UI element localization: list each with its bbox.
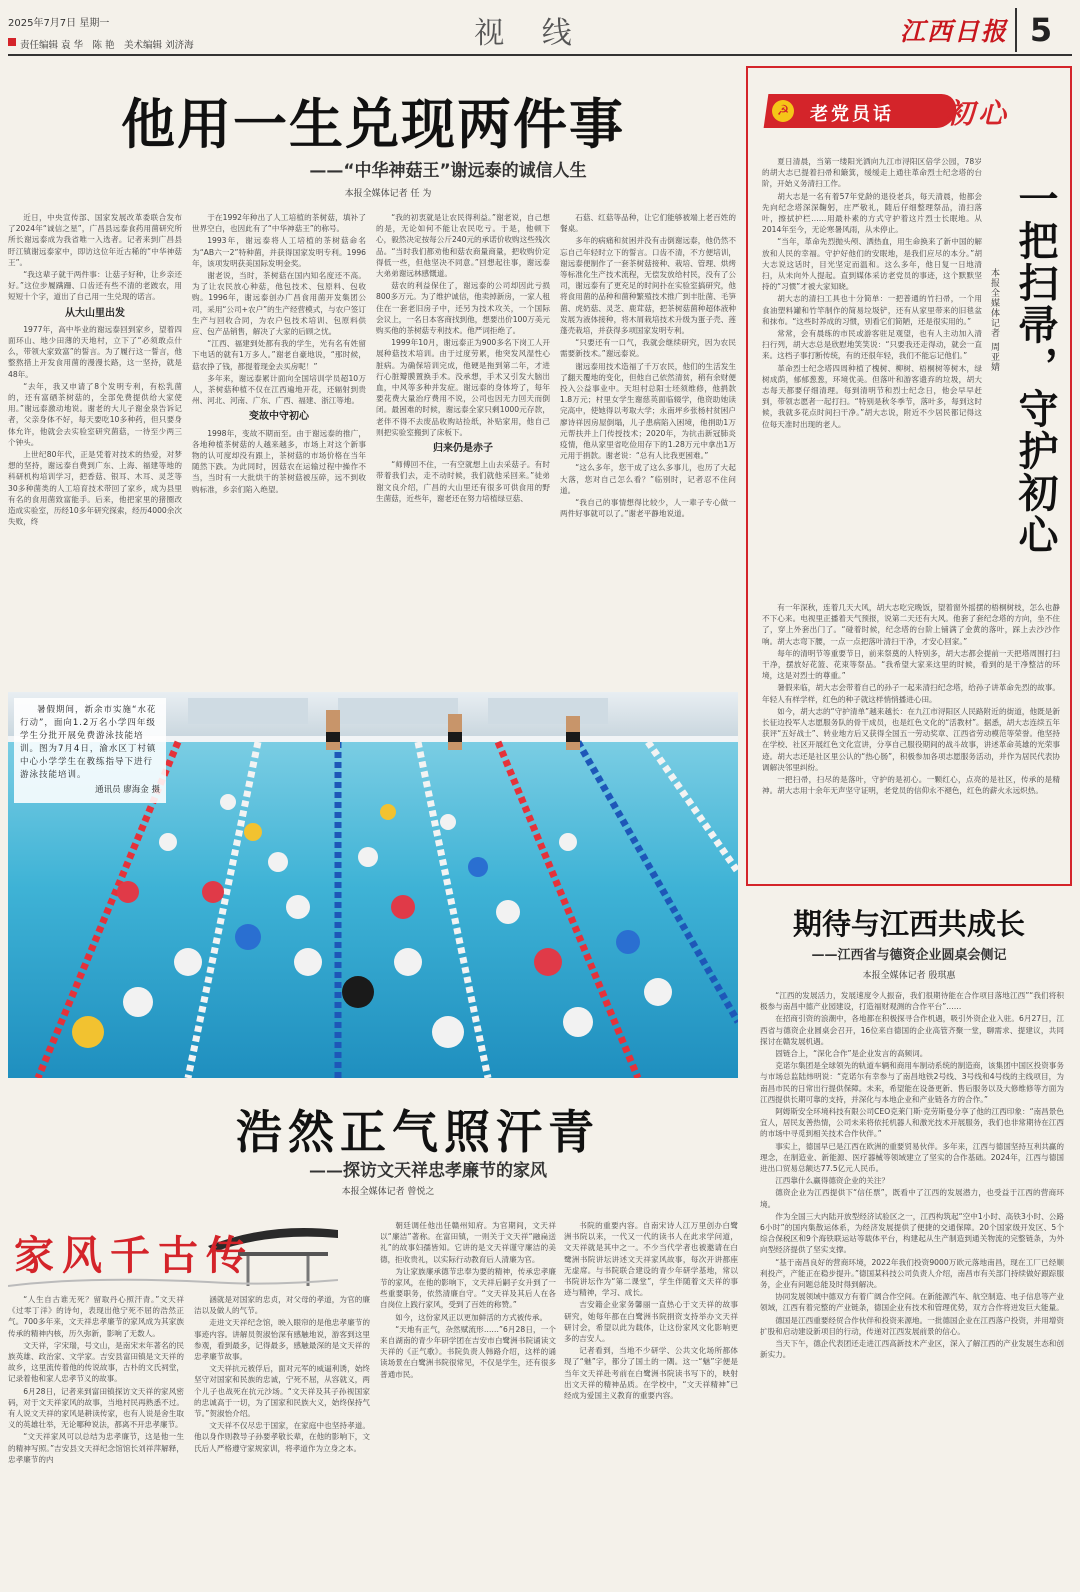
article-wen-tianxiang [8, 1088, 738, 1588]
article-title: 他用一生兑现两件事 [121, 93, 625, 156]
paragraph: “人生自古谁无死？留取丹心照汗青。”文天祥《过零丁洋》的诗句，表现出他宁死不屈的浩然正气。700多年来，文天祥忠孝廉节的家风成为其家族传承的精神内核，历久弥新，影响了无数人。 [8, 1295, 184, 1338]
paragraph: 文天祥抗元被俘后，面对元军的威逼利诱，始终坚守对国家和民族的忠诚，宁死不屈，从容就义，两个儿子也战死在抗元沙场。“文天祥及其子孙视国家的忠诚高于一切，为了国家和民族大义，始终保持气节。”贺淑怡介绍。 [194, 1364, 370, 1419]
paragraph: 胡大志是一名有着57年党龄的退役老兵，每天清晨，他都会先向纪念塔深深鞠躬，庄严敬礼，随后仔细整理祭品，清扫落叶，擦拭护栏……用最朴素的方式守护着这片烈士长眠地。从2014年至今，无论寒暑风雨，从未停止。 [762, 191, 982, 235]
article-old-party-member [746, 66, 1072, 886]
newspaper-logo: 江西日报 [900, 17, 1009, 46]
paragraph: 文天祥不仅尽忠于国家，在家庭中也坚持孝道。他以身作则教导子孙要孝敬长辈，在他的影响下，文氏后人严格遵守家规家训，将孝道作为立身之本。 [194, 1421, 370, 1453]
paragraph: 6月28日，记者来到富田镇探访文天祥的家风密码，对于文天祥家风的故事，当地村民再熟悉不过。有人说文天祥的家风是耕读传家，也有人说是舍生取义的英雄壮举，无论哪种说法，都离不开忠孝廉节。 [8, 1386, 184, 1430]
paragraph: 德国是江西重要经贸合作伙伴和投资来源地。一批德国企业在江西落户投资，并用增资扩股和启动建设新项目的行动，传递对江西发展前景的信心。 [760, 1315, 1064, 1336]
party-emblem-icon: ☭ [772, 100, 794, 122]
article-column-4 [560, 212, 736, 672]
paragraph: 1977年，高中毕业的谢远泰回到家乡，望着四面环山、地少田薄的天地村，立下了“必须敢点什么，带领大家致富”的誓言。为了履行这一誓言，他整熬措上开发食用菌的漫漫长路，这一坚持，就是48年。 [8, 324, 182, 379]
masthead-red-marker [8, 38, 16, 46]
paragraph: 胡大志的清扫工具也十分简单：一把普通的竹扫帚，一个用食油塑料罐和竹竿制作的简易垃圾铲，还有从家里带来的旧毯盆和抹布。“这些时养成的习惯，别看它们简陋，还是很实用的。” [762, 294, 982, 326]
paragraph: 吉安籍企业家务馨丽一直热心于文天祥的故事研究，她每年都在白鹭洲书院捐资支持举办文天祥研讨会，希望以此为载体，让这份家风文化影响更多的吉安人。 [564, 1300, 738, 1344]
badge-label: 老党员话 [810, 104, 894, 125]
article-byline: 本报全媒体记者 周亚婧 [989, 268, 999, 372]
article-subtitle: ——“中华神菇王”谢远泰的诚信人生 [309, 161, 587, 181]
paragraph: “当年，革命先烈抛头颅、洒热血，用生命换来了新中国的解放和人民的幸福。守护好他们的安眠地，是我们应尽的本分。”胡大志说这话时，目光坚定而温和。这么多年，他日复一日地清扫，从未向外人提起。直到媒体采访老党员的事迹，这个默默坚持的“习惯”才被大家知晓。 [762, 237, 982, 292]
article-column-1 [8, 1294, 184, 1584]
paragraph: 朝廷调任他出任赣州知府。为官期间，文天祥以“廉洁”著称。在富田镇，一则关于文天祥“融扁送礼”的故事妇孺皆知。它讲的是文天祥谨守廉洁的美德，拒收贵礼，以实际行动教育后人清廉为官。 [380, 1221, 556, 1264]
paragraph: 江西靠什么赢得德资企业的关注？ [775, 1176, 890, 1186]
paragraph: 1999年10月，谢远泰正为900多名下岗工人开展种菇技术培训。由于过度劳累，他突发风湿性心脏病。为确保培训完成，他硬是拖到第二年，才进行心脏瓣膜置换手术。没承想，手术又引发大脑出血，中风等多种并发症。谢远泰的身体垮了，每年要花费大量治疗费用不说，公司也因无力回天而倒闭。最困难的时候，谢远泰全家只剩1000元存款，老伴不得不去废品收购站捡纸，补贴家用，他自己则把实验室搬到了床板下。 [376, 338, 550, 437]
section-heading: 变故中守初心 [249, 411, 309, 423]
paragraph: 事实上，德国早已是江西在欧洲的重要贸易伙伴。多年来，江西与德国坚持互利共赢的理念，在制造业、新能源、医疗器械等领域建立了坚实的合作基础。2024年，江西与德国进出口贸易总额达77.5亿元人民币。 [760, 1141, 1064, 1174]
badge-script [14, 1224, 314, 1281]
paragraph: “文天祥家风可以总结为忠孝廉节，这是他一生的精神写照。”吉安县文天祥纪念馆馆长刘祥萍解释，忠孝廉节的内 [8, 1432, 184, 1464]
article-title: 期待与江西共成长 [792, 907, 1025, 941]
paragraph: 多年的病痛和贫困并没有击倒谢远泰，他仍然不忘自己年轻时立下的誓言。口齿不清，不方便培训，谢远泰便制作了一套茶树菇接种、栽培、管理、烘烤等标准化生产技术流程，无偿发放给村民，没有了公司，谢远泰有了更充足的时间扑在实验室搞研究，他将食用菌的品种和菌种繁殖技术推广到丰肚菌、毛笋菌、虎奶菇、灵芝、鹿茸菇，把茶树菇菌种超体液种发展为液体接种，将木屑栽培技术升级为蛋子壳、莲蓬壳栽培，并获得多项国家发明专利。 [560, 236, 736, 336]
paragraph: “师傅回不住，一有空就想上山去采菇子。有时带着我们去，走不动时候，我们就他采回来。”徒弟谢文良介绍，广昌的大山里还有很多可供食用的野生菌菇，近些年，谢老还在努力培植绿豆菇、 [376, 460, 550, 503]
badge-script: 初心 [946, 97, 1011, 130]
paragraph: 如今，胡大志的“守护清单”越来越长：在九江市浔阳区人民路附近的街道，他既是新长征边投军人志愿服务队的骨干成员，也是红色文化的“活教材”。据悉，胡大志连续五年获评“五好战士”、转业地方后又获得全国五一劳动奖章、江西省劳动模范等荣誉。他坚持在学校、社区开展红色文化宣讲，分享自己服役期间的战斗故事，讲述革命英雄的光荣事迹。胡大志还是社区里公认的“热心肠”，积极参加各项志愿服务活动，并作为居民代表协调解决邻里纠纷。 [762, 706, 1060, 772]
paragraph: “我自己的事情想得比较少，人一辈子专心做一两件好事就可以了。”谢老平静地说道。 [560, 498, 736, 519]
paragraph: 谢远泰用技术造福了千万农民，他们的生活发生了翻天覆地的变化，但他自己依然清贫，稍有余财便投入公益事业中。天坦村总阳士坯须维修，他捐款1.8万元；村里女学生谢慈英面临辍学，他资助她读完高中，使她得以考取大学；永南坪乡张杨村贫困户廖诗祥因房屋倒塌，儿子患病陷入困境，他捐助1万元帮扶并上门传授技术；2020年，为抗击新冠肺炎疫情，他从家里省吃俭用存下的1.28万元中拿出1万元用于捐款。谢老说：“总有人比我更困难。” [560, 361, 736, 461]
article-byline: 本报全媒体记者 殷琪惠 [862, 971, 956, 981]
paragraph: “江西的发展活力，发展速度令人振奋，我们很期待能在合作项目落地江西”“我们将积极参与南昌中德产业园建设，打造福财观测的合作平台”…… [760, 991, 1064, 1012]
paragraph: 暑假来临，胡大志会带着自己的孙子一起来清扫纪念塔，给孙子讲革命先烈的故事。年轻人有样学样，红色的种子就这样悄悄播进心田。 [762, 683, 1060, 704]
family-tradition-badge [8, 1216, 338, 1290]
photo-caption [14, 698, 166, 803]
paragraph: 德资企业为江西提供下“信任票”，既看中了江西的发展潜力，也受益于江西的营商环境。 [760, 1188, 1064, 1209]
page-number: 5 [1015, 8, 1065, 52]
article-byline: 本报全媒体记者 任 为 [344, 189, 432, 199]
article-german-enterprises [746, 896, 1072, 1586]
paragraph: 当天下午，德企代表团还走进江西高新技术产业区，深入了解江西的产业发展生态和创新实力。 [760, 1339, 1064, 1360]
paragraph: 石菇、红菇等品种，让它们能够被端上老百姓的餐桌。 [560, 213, 736, 234]
paragraph: 在招商引资的浪潮中，各地都在积极探寻合作机遇，吸引外资企业入驻。6月27日，江西省与德资企业圆桌会召开，16位来自德国的企业高管齐聚一堂，聊需求、提建议，共同探讨在赣发展机遇。 [760, 1014, 1064, 1046]
paragraph: 克诺尔集团是全球领先的轨道车辆和商用车制动系统的制造商，该集团中国区投资事务与市场总监陆炜明说：“克诺尔有幸参与了南昌地铁2号线、3号线和4号线的主线项目，为南昌市民的日常出行提供保障。未来，希望能在设备更新、售后服务以及大修维修等方面为江西提供长期可靠的支持，并深化与本地企业和产业链各方的合作。” [760, 1061, 1064, 1104]
badge-label: 家风千古传 [14, 1232, 254, 1279]
section-heading: 归来仍是赤子 [433, 443, 493, 455]
article-column-3 [376, 212, 550, 672]
paragraph: 上世纪80年代，正是凭着对技术的热爱，对梦想的坚持，谢远泰自费到广东、上海、福建等地的科研机构培训学习，把香菇、银耳、木耳、灵芝等30多种菌类的人工培育技术带回了家乡，成为县里有名的食用菌致富能手。后来，他把家里的猪圈改造成实验室，历经10多年研究探索，经历4000余次失败，终 [8, 450, 182, 527]
paragraph: 一把扫帚，扫尽的是落叶，守护的是初心。一颗红心，点亮的是社区，传承的是精神。胡大志用十余年无声坚守证明，老党员的信仰永不褪色，红色的薪火永远炽热。 [762, 775, 1060, 796]
article-subtitle: ——江西省与德资企业圆桌会侧记 [811, 948, 1007, 963]
photo-credit: 通讯员 廖海金 摄 [95, 785, 160, 795]
paragraph: 近日，中央宣传部、国家发展改革委联合发布了2024年“诚信之星”，广昌县远泰食药用菌研究所所长谢远泰成为我省唯一入选者。记者来到广昌县盱江镇谢远泰家中，即访这位年近古稀的“中华神菇王”。 [8, 213, 182, 267]
column-badge [766, 88, 1016, 136]
masthead [0, 0, 1080, 58]
masthead-rule [8, 54, 1072, 56]
paragraph: 作为全国三大内陆开放型经济试验区之一，江西构筑起“空中1小时、高铁3小时、公路6小时”的国内集散运体系，为经济发展提供了便捷的交通保障。20个国家级开发区、5个综合保税区和9个海铁联运站等载体平台，构建起从生产制造到通关物流的完整链条，为外向型经济提供了坚实支撑。 [760, 1211, 1064, 1255]
paragraph: “我的初衷就是让农民得利益。”谢老说，自己想的是，无论如何不能让农民吃亏。于是，他顿下心，毅然决定按每公斤240元的承诺价收购这些残次品。“当时我们都劝他和菇农商量商量，把收购价定得低一些，但他坚决不同意。”回想起往事，谢远泰大弟弟谢远林感慨道。 [376, 213, 550, 279]
article-column-2 [194, 1294, 370, 1584]
paragraph: “我这辈子就干两件事：让菇子好种，让乡亲还好。”这位步履蹒跚、口齿还有些不清的老跛农，用短短十个字，道出了自己用一生兑现的诺言。 [8, 270, 182, 302]
paragraph: 记者看到，当地不少研学、公共文化场所都体现了“魅”字，都分了国土的一隅。这一“魅”字便是当年文天祥赴考前在白鹭洲书院读书写下的，映射出文天祥的精神品质。在学校中，“文天祥精神”已经成为爱国主义教育的重要内容。 [564, 1346, 738, 1401]
paragraph: 多年来，谢远泰累计面向全国培训学员超10万人，茶树菇种植不仅在江西遍地开花，还辐射到贵州、河北、河南、广东、广西、福建、浙江等地。 [192, 373, 366, 406]
article-byline: 本报全媒体记者 曾悦之 [341, 1187, 435, 1197]
paragraph: “只要还有一口气，我就会继续研究，因为农民需要新技术。”谢远泰说。 [560, 338, 736, 359]
paragraph: 固链合上，“深化合作”是企业发言的高频词。 [775, 1049, 928, 1059]
paragraph: “基于南昌良好的营商环境，2022年我们投资9000万欧元落地南昌，现在工厂已经顺利投产，产能正在稳步提升。”德国某科技公司负责人介绍，南昌市有关部门持续做好跟踪服务，企业有问题总能及时得到解决。 [760, 1257, 1064, 1290]
article-column-2 [192, 212, 366, 672]
paragraph: 菇农的利益保住了，谢远泰的公司却因此亏损800多万元。为了维护诚信，他卖掉新房，一家人租住在一套老旧房子中，还另为技术攻关，一个国际会议上，一名日本客商找到他，想要出价100万美元购买他的茶树菇专利技术。他严词拒绝了。 [376, 281, 550, 336]
article-xie-yuantai [8, 62, 738, 674]
paragraph: 阿姆斯安全环境科技有限公司CEO克莱门斯·克劳斯曼分享了他的江西印象：“南昌景色宜人，居民友善热情，公司未来将依托机器人和激光技术开展服务，我们也非常期待在江西的市场中寻觅到相关技术合作伙伴。” [760, 1107, 1064, 1139]
article-column-4 [564, 1220, 738, 1584]
masthead-date: 2025年7月7日 星期一 [8, 18, 110, 29]
paragraph: “去年，我又申请了8个发明专利，有松乳菌的，还有富硒茶树菇的，全部免费提供给大家使用。”谢远泰激动地说。谢老的大儿子谢金泉告诉记者，父亲身体不好，每天要吃10多种药，但只要身体允许，他就会去实验室研究菌菇，一待至少两三个钟头。 [8, 381, 182, 447]
section-heading: 从大山里出发 [65, 307, 125, 319]
article-title: 一把扫帚，守护初心 [1012, 178, 1058, 556]
paragraph: “江西、福建到处都有我的学生，光有名有姓留下电话的就有1万多人。”谢老自豪地说，“那时候，菇农挣了钱，都提着现金去买房呢！” [192, 339, 366, 371]
paragraph: 文天祥，字宋瑞，号文山，是南宋末年著名的民族英雄、政治家、文学家。吉安县富田镇是文天祥的故乡，这里流传着他的传说故事，古朴的文氏祠堂，记录着他和家人忠孝节义的故事。 [8, 1340, 184, 1384]
article-body [760, 990, 1064, 1582]
article-subtitle: ——探访文天祥忠孝廉节的家风 [309, 1161, 547, 1181]
paragraph: 涵就是对国家的忠贞，对父母的孝道，为官的廉洁以及做人的气节。 [194, 1295, 370, 1316]
paragraph: 走进文天祥纪念馆，映入眼帘的是他忠孝廉节的事迹内容。讲解员贺淑怡深有感触地说，游客到这里参观，看到最多，记得最多，感触最深的是文天祥的忠孝廉节故事。 [194, 1318, 370, 1362]
paragraph: 书院的重要内容。自南宋诗人江万里创办白鹭洲书院以来，一代又一代的读书人在此求学问道，文天祥就是其中之一。不少当代学者也被邀请在白鹭洲书院讲坛讲述文天祥家风故事，每次开讲都座无虚席。与书院联合建设的青少年研学基地，常以书院讲坛作为“第二课堂”，学生伴随着文天祥的事迹与精神，学习、成长。 [564, 1221, 738, 1298]
paragraph: “天地有正气，杂然赋流形……”6月28日，一个来自湖南的青少年研学团在吉安市白鹭洲书院诵读文天祥的《正气歌》。书院负责人韩路介绍，这样的诵读场景在白鹭洲书院很常见，不仅是学生，还有很多普通市民。 [380, 1324, 556, 1379]
article-body-wide [762, 602, 1060, 882]
paragraph: 有一年深秋，连着几天大风，胡大志吃完晚饭，望着窗外摇摆的梧桐树枝，怎么也静不下心来。电视里正播着天气预报，说第二天还有大风。他套了套纪念塔的方向，坐不住了，穿上外套出门了。“碰着时候，纪念塔的台阶上铺满了金黄的落叶，踩上去沙沙作响。胡大志弯下腰，一点一点把落叶清扫干净，才安心回家。” [762, 603, 1060, 646]
paragraph: 谢老说，当时，茶树菇在国内知名度还不高。为了让农民放心种菇，他包技术、包原料、包收购。1996年，谢远泰创办广昌食用菌开发集团公司，采用“公司+农户”的生产经营模式，与农户签订生产与回收合同，为农户包技术培训、包原料供应、包产品销售，解决了大家的后顾之忧。 [192, 271, 366, 337]
masthead-editors: 责任编辑 袁 华 陈 艳 美术编辑 刘济海 [20, 40, 194, 51]
paragraph: 每年的清明节等重要节日，前来祭奠的人特别多，胡大志都会提前一天把塔周围打扫干净，摆放好花篮、花束等祭品。“我希望大家来这里的时候，看到的是干净整洁的环境，这是对烈士的尊重。” [762, 648, 1060, 681]
article-column-3 [380, 1220, 556, 1584]
paragraph: 为让家族廉承德节忠奉为要的精神，传承忠孝廉节的家风，在他的影响下，文天祥后嗣子女升到了一些重要职务，依然清廉自守。“文天祥及其后人在各自岗位上践行家风，受到了百姓的称赞。” [380, 1266, 556, 1310]
paragraph: 1998年，变故不期而至。由于谢远泰的推广，各地种植茶树菇的人越来越多，市场上对这个新事物的认可度却没有跟上，茶树菇的市场价格在当年随然下跌。为此同时，因菇农在运输过程中操作不当，当时有一大批烘干的茶树菇被压碎，远不到收购标准，乡亲们陷入绝望。 [192, 428, 366, 494]
paragraph: 夏日清晨，当第一缕阳光洒向九江市浔阳区倍学公园，78岁的胡大志已提着扫帚和簸箕，缓缓走上通往革命烈士纪念塔的台阶，开始义务清扫工作。 [762, 157, 982, 189]
paragraph: 协同发展领域中德双方有着广阔合作空间。在新能源汽车、航空制造、电子信息等产业领域，江西有着完整的产业链条，德国企业有技术和管理优势，双方合作将迸发巨大能量。 [760, 1292, 1064, 1313]
article-body-narrow [762, 156, 982, 598]
paragraph: 常常，会有晨练的市民或游客驻足观望，也有人主动加入清扫行列，胡大志总是欣慰地笑笑说：“只要我还走得动，就会一直来。这档子事打断传统，有的还很年轻，我们不能忘记他们。” [762, 329, 982, 361]
paragraph: 1993年，谢远泰将人工培植的茶树菇命名为“AB六一2”特种菌，并获得国家发明专利。1996年，该项发明获美国际发明金奖。 [192, 236, 366, 268]
paragraph: “这么多年，您干成了这么多事儿，也历了大起大落，您对自己怎么看？”临别时，记者忍不住问道。 [560, 463, 736, 495]
article-title: 浩然正气照汗青 [236, 1105, 600, 1159]
section-name: 视 线 [474, 16, 586, 51]
photo-caption-text: 暑假期间，新余市实施“水花行动”，面向1.2万名小学四年级学生分批开展免费游泳技能培训。图为7月4日，渝水区丁村镇中心小学学生在教练指导下进行游泳技能培训。 [20, 705, 157, 780]
paragraph: 于在1992年种出了人工培植的茶树菇，填补了世界空白，也因此有了“中华神菇王”的称号。 [192, 213, 366, 234]
paragraph: 革命烈士纪念塔四周种植了槐树、柳树、梧桐树等树木，绿树成荫，郁郁葱葱，环境优美。但落叶和游客遗弃的垃圾，胡大志每天都要仔细清理。每到清明节和烈士纪念日，他会早早赶到，带领志愿者一起打扫。“特别是秋冬季节，落叶多，每到这时候，我就多花点时间扫干净。”胡大志说，附近不少居民都记得这位每天准时出现的老人。 [762, 363, 982, 429]
news-photo [8, 692, 738, 1078]
article-column-1 [8, 212, 182, 672]
paragraph: 如今，这份家风正以更加鲜活的方式被传承。 [395, 1312, 548, 1322]
